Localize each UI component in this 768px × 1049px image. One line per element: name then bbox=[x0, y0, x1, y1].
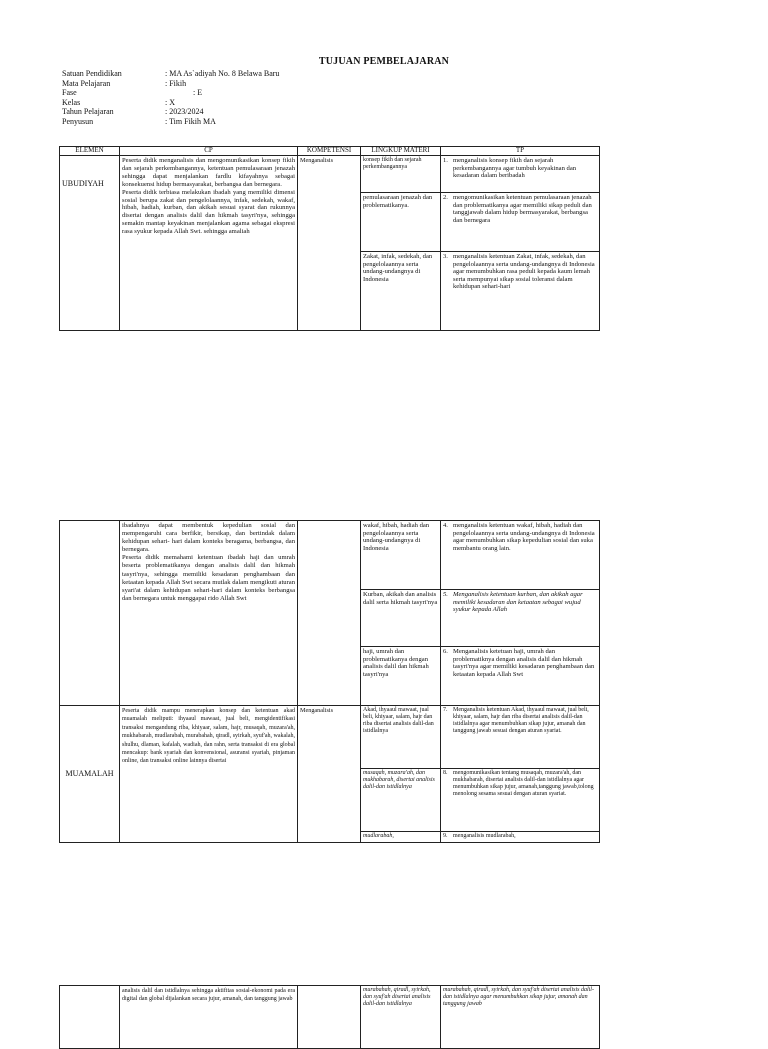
tp-number: 2. bbox=[443, 194, 448, 201]
elemen-cell bbox=[60, 986, 120, 1049]
tp-text: Menganalisis ketetuan haji, umrah dan problematiknya dengan analisis dalil dan hikmah tasyri'nya agar memiliki kesadaran penghambaan dan ketaatan kepada Allah Swt bbox=[453, 648, 595, 678]
header-cp: CP bbox=[120, 147, 298, 156]
tp-text: menganalisis mudlarabah, bbox=[453, 833, 516, 839]
meta-row bbox=[62, 107, 279, 117]
lingkup-cell: wakaf, hibah, hadiah dan pengelolaannya serta undang-undangnya di Indonesia bbox=[361, 521, 441, 590]
table-row bbox=[60, 521, 600, 590]
table-row bbox=[60, 706, 600, 769]
meta-row bbox=[62, 69, 279, 79]
tp-cell bbox=[441, 769, 600, 832]
lingkup-cell: musaqah, muzara'ah, dan mukhabarah, disertai analisis dalil-dan istidlalnya bbox=[361, 769, 441, 832]
tp-text: Menganalisis ketentuan kurban, dan akikah agar memiliki kesadaran dan ketaatan sebagai wujud syukur kepada Allah bbox=[453, 591, 583, 614]
tp-text: menganalisis ketentuan wakaf, hibah, hadiah dan pengelolaannya serta undang-undangnya di Indonesia agar menumbuhkan sikap kepedulian sosial dan suka membantu orang lain. bbox=[453, 522, 595, 552]
lingkup-cell: konsep fikih dan sejarah perkembangannya bbox=[361, 156, 441, 193]
header-lingkup-materi: LINGKUP MATERI bbox=[361, 147, 441, 156]
cp-cell: Peserta didik mampu menerapkan konsep dan ketentuan akad muamalah meliputi: ihyaaul mawaat, jual beli, mengidentifikasi transaksi mengandung riba, khiyaar, salam, hajr, musaqah, muzara'ah, mukhabarah, mudlarabah, murabahah, qiradl, syirkah, syuf'ah, wakalah, shulhu, dlaman, kafalah, wadiah, dan rahn, serta transaksi di era global mencakup: bank syariah dan konvensional, asuransi syariah, pinjaman online, dan transaksi online lainnya disertai bbox=[120, 706, 298, 843]
lingkup-cell: pemulasaraan jenazah dan problematikanya. bbox=[361, 193, 441, 252]
tp-cell bbox=[441, 590, 600, 647]
lingkup-cell: mudlarabah, bbox=[361, 832, 441, 843]
elemen-cell: MUAMALAH bbox=[60, 706, 120, 843]
page-title: TUJUAN PEMBELAJARAN bbox=[318, 56, 450, 67]
meta-key: Satuan Pendidikan bbox=[62, 69, 122, 78]
table-header-row bbox=[60, 147, 600, 156]
tp-text: mengomunikasikan ketentuan pemulasaraan jenazah dan problematikanya agar memiliki sikap peduli dan tanggjawab dalam hidup bermasyarakat, berbangsa dan bernegara bbox=[453, 194, 592, 224]
meta-value: : E bbox=[193, 88, 203, 98]
tp-table-page-3 bbox=[59, 985, 600, 1049]
tp-cell bbox=[441, 647, 600, 706]
identity-block bbox=[62, 69, 279, 127]
meta-value: : 2023/2024 bbox=[165, 107, 204, 117]
meta-value: : Fikih bbox=[165, 78, 187, 88]
elemen-cell: UBUDIYAH bbox=[60, 156, 120, 331]
tp-table-page-2 bbox=[59, 520, 600, 843]
kompetensi-cell bbox=[298, 986, 361, 1049]
elemen-cell bbox=[60, 521, 120, 706]
tp-table-page-1 bbox=[59, 146, 600, 331]
meta-row bbox=[62, 79, 279, 89]
meta-key: Fase bbox=[62, 88, 77, 98]
header-elemen: ELEMEN bbox=[60, 147, 120, 156]
kompetensi-cell bbox=[298, 521, 361, 706]
cp-cell: ibadahnya dapat membentuk kepedulian sosial dan mempengaruhi cara berfikir, bersikap, dan bertindak dalam kehidupan sehari- hari dalam konteks beragama, berbangsa, dan bernegara. Peserta didik memahami ketentuan ibadah haji dan umrah beserta problematikanya dengan analisis dalil dan hikmah tasyri'nya, sehingga memiliki kesadaran penghambaan dan ketaatan kepada Allah Swt secara mutlak dalam mengikuti aturan syari'at dalam kehidupan sehari-hari dalam konteks berbangsa dan bernegara untuk menggapai rido Allah Swt bbox=[120, 521, 298, 706]
tp-cell bbox=[441, 156, 600, 193]
tp-number: 3. bbox=[443, 253, 448, 260]
lingkup-cell: Akad, ihyaaul mawaat, jual beli, khiyaar, salam, hajr dan riba disertai analisis dalil-dan istidlalnya bbox=[361, 706, 441, 769]
meta-value: : X bbox=[165, 97, 175, 107]
kompetensi-cell: Menganalisis bbox=[298, 706, 361, 843]
header-kompetensi: KOMPETENSI bbox=[298, 147, 361, 156]
tp-text: Menganalisis ketentuan Akad, ihyaaul mawaat, jual beli, khiyaar, salam, hajr dan riba disertai analisis dalil-dan istidlalnya agar menumbuhkan sikap jujur, amanah dan tanggung jawab sesuai dengan aturan syariat. bbox=[453, 707, 589, 734]
table-row bbox=[60, 156, 600, 193]
meta-value: : MA As`adiyah No. 8 Belawa Baru bbox=[165, 69, 280, 78]
lingkup-cell: Kurban, akikah dan analisis dalil serta hikmah tasyri'nya bbox=[361, 590, 441, 647]
lingkup-cell: Zakat, infak, sedekah, dan pengelolaannya serta undang-undangnya di Indonesia bbox=[361, 252, 441, 331]
meta-key: Tahun Pelajaran bbox=[62, 107, 114, 117]
tp-number: 4. bbox=[443, 522, 448, 529]
tp-number: 8. bbox=[443, 770, 448, 776]
meta-row bbox=[62, 98, 279, 108]
meta-row bbox=[62, 117, 279, 127]
tp-number: 6. bbox=[443, 648, 448, 655]
meta-key: Mata Pelajaran bbox=[62, 78, 111, 88]
tp-cell bbox=[441, 193, 600, 252]
tp-text: menganalisis ketentuan Zakat, infak, sedekah, dan pengelolaannya serta undang-undangnya di Indonesia agar menumbuhkan rasa peduli kepada kaum lemah serta mempunyai sikap sosial toleransi dalam kehidupan sehari-hari bbox=[453, 253, 595, 291]
cp-cell: Peserta didik menganalisis dan mengomunikasikan konsep fikih dan sejarah perkembangannya, ketentuan pemulasaraan jenazah sehingga dapat menjalankan fardlu kifayahnya sebagai konsekuensi hidup bermasyarakat, berbangsa dan bernegara. Peserta didik terbiasa melakukan ibadah yang memiliki dimensi sosial berupa zakat dan pengelolaannya, infak, sedekah, wakaf, hibah, hadiah, kurban, dan akikah sesuai syarat dan rukunnya disertai dengan analisis dalil dan hikmah tasyri'nya, sehingga semakin mantap keyakinan menjalankan agama sebagai ekspresi rasa syukur kepada Allah Swt. sehingga amaliah bbox=[120, 156, 298, 331]
meta-key: Kelas bbox=[62, 97, 81, 107]
meta-key: Penyusun bbox=[62, 116, 94, 126]
tp-text: menganalisis konsep fikih dan sejarah perkembangannya agar tumbuh keyakinan dan kesadaran dalam beribadah bbox=[453, 157, 577, 180]
header-tp: TP bbox=[441, 147, 600, 156]
meta-value: : Tim Fikih MA bbox=[165, 116, 216, 126]
tp-number: 7. bbox=[443, 707, 448, 713]
tp-cell bbox=[441, 832, 600, 843]
kompetensi-cell: Menganalisis bbox=[298, 156, 361, 331]
tp-cell bbox=[441, 252, 600, 331]
tp-number: 9. bbox=[443, 833, 448, 839]
tp-cell bbox=[441, 521, 600, 590]
cp-cell: analisis dalil dan istidlalnya sehingga aktifitas sosial-ekonomi pada era digital dan global dijalankan secara jujur, amanah, dan tanggung jawab bbox=[120, 986, 298, 1049]
lingkup-cell: haji, umrah dan problematikanya dengan analisis dalil dan hikmah tasyri'nya bbox=[361, 647, 441, 706]
tp-cell bbox=[441, 706, 600, 769]
lingkup-cell: murabahah, qiradl, syirkah, dan syuf'ah disertai analisis dalil-dan istidlalnya bbox=[361, 986, 441, 1049]
tp-number: 5. bbox=[443, 591, 448, 598]
table-row bbox=[60, 986, 600, 1049]
tp-cell: murabahah, qiradl, syirkah, dan syuf'ah disertai analisis dalil-dan istidlalnya agar menumbuhkan sikap jujur, amanah dan tanggung jawab bbox=[441, 986, 600, 1049]
tp-text: mengomunikasikan tentang musaqah, muzara'ah, dan mukhabarah, disertai analisis dalil-dan istidlalnya agar menumbuhkan sikap jujur, amanah,tanggung jawab,tolong menolong sesama sesuai dengan aturan syariat. bbox=[453, 770, 594, 797]
tp-number: 1. bbox=[443, 157, 448, 164]
meta-row bbox=[62, 88, 279, 98]
